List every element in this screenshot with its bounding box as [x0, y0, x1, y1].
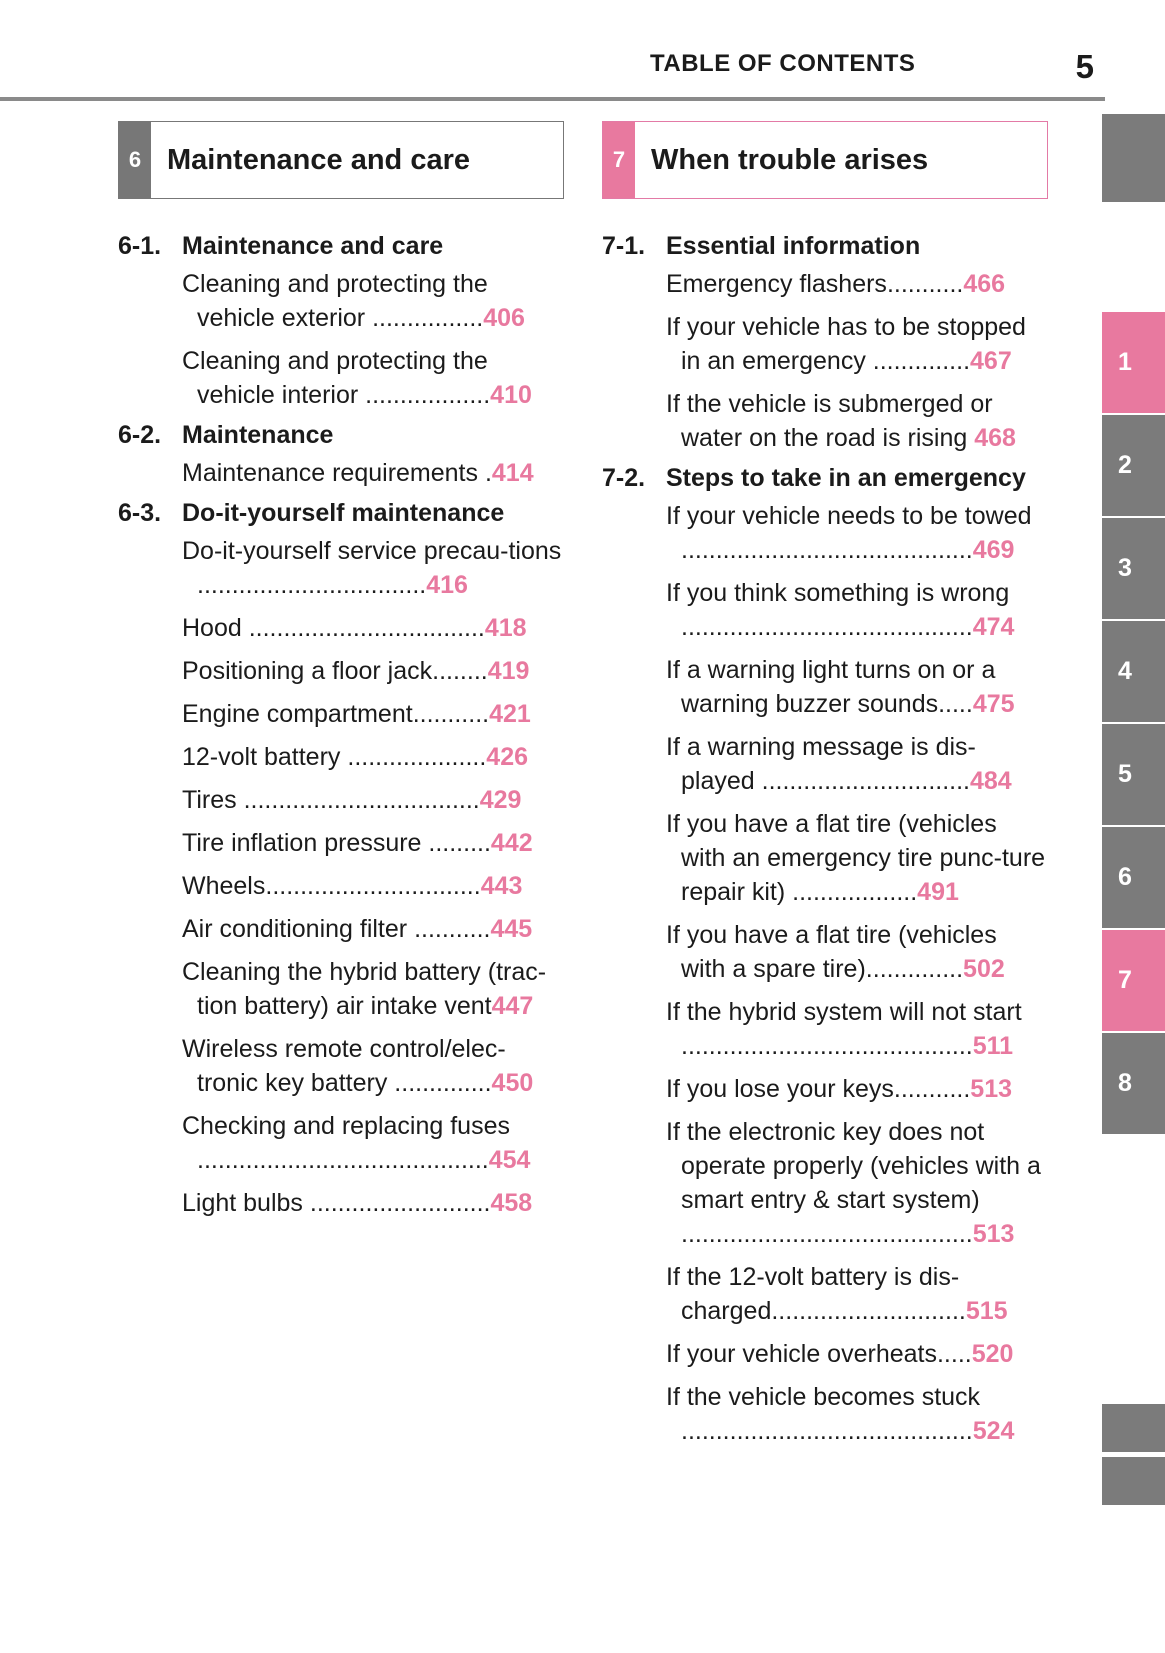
subsection-number: 7-1. [602, 232, 646, 260]
subsection-title: Steps to take in an emergency [666, 464, 1026, 492]
toc-entry[interactable] [666, 310, 1048, 378]
toc-entry[interactable] [666, 1072, 1048, 1106]
toc-entry[interactable] [182, 783, 564, 817]
toc-entry[interactable] [182, 611, 564, 645]
header-title: TABLE OF CONTENTS [650, 50, 916, 77]
entry-title: Engine compartment [182, 700, 413, 728]
section-7-title: When trouble arises [651, 143, 929, 176]
toc-entry[interactable] [182, 955, 564, 1023]
toc-entry[interactable] [666, 995, 1048, 1063]
page-link[interactable]: 406 [483, 304, 525, 332]
dot-leader: ..... [938, 690, 973, 718]
dot-leader: ................................. [197, 571, 427, 599]
page-link[interactable]: 445 [490, 915, 533, 943]
subsection-title: Essential information [666, 232, 921, 260]
dot-leader: .................................. [241, 614, 485, 642]
section-7-number: 7 [603, 122, 635, 198]
page-link[interactable]: 442 [490, 829, 533, 857]
dot-leader: .............. [865, 955, 964, 983]
dot-leader: .............. [865, 347, 971, 375]
side-tab-2[interactable]: 2 [1102, 415, 1165, 516]
toc-entry[interactable] [182, 1032, 564, 1100]
dot-leader: .............................. [754, 767, 970, 795]
dot-leader: ............................ [771, 1297, 966, 1325]
entry-title: Do-it-yourself service precau-tions [182, 537, 562, 565]
subsection-heading[interactable] [602, 232, 1048, 261]
entry-title: If the hybrid system will not start [666, 998, 1022, 1026]
subsection-number: 6-2. [118, 421, 162, 449]
page-link[interactable]: 502 [963, 955, 1005, 983]
toc-entry[interactable] [666, 387, 1048, 455]
toc-entry[interactable] [182, 826, 564, 860]
toc-entry[interactable] [182, 456, 564, 490]
entry-title: If a warning message is dis-played [666, 733, 976, 795]
header-divider [0, 97, 1105, 101]
subsection-heading[interactable] [118, 232, 564, 261]
toc-entry[interactable] [182, 697, 564, 731]
toc-entry[interactable] [182, 654, 564, 688]
entry-title: If you lose your keys [666, 1075, 894, 1103]
toc-entry[interactable] [182, 534, 564, 602]
entry-title: If you have a flat tire (vehicles with a spare tire) [666, 921, 997, 983]
dot-leader: . [478, 459, 492, 487]
subsection-number: 6-3. [118, 499, 162, 527]
toc-entry[interactable] [666, 653, 1048, 721]
dot-leader: .......................................... [681, 613, 973, 641]
page-link[interactable]: 467 [970, 347, 1012, 375]
side-tab-3[interactable]: 3 [1102, 518, 1165, 619]
dot-leader: .............. [387, 1069, 492, 1097]
toc-entry[interactable] [666, 918, 1048, 986]
dot-leader: ..... [936, 1340, 972, 1368]
page-link[interactable]: 426 [486, 743, 529, 771]
entry-title: Cleaning and protecting the vehicle interior [182, 347, 488, 409]
dot-leader: .......................................... [681, 1220, 973, 1248]
section-7-heading[interactable] [602, 121, 1048, 199]
page-link[interactable]: 524 [972, 1417, 1015, 1445]
page-link[interactable]: 491 [917, 878, 959, 906]
toc-entry[interactable] [182, 912, 564, 946]
subsection-title: Maintenance [182, 421, 334, 449]
toc-entry[interactable] [182, 1109, 564, 1177]
entry-title: Wheels [182, 872, 266, 900]
dot-leader: ................ [365, 304, 484, 332]
entry-title: If you have a flat tire (vehicles with an emergency tire punc-ture repair kit) [666, 810, 1046, 906]
toc-entry[interactable] [182, 267, 564, 335]
toc-entry[interactable] [182, 869, 564, 903]
entry-title: If the electronic key does not operate properly (vehicles with a smart entry & start system) [666, 1118, 1041, 1214]
dot-leader: ........... [886, 270, 964, 298]
dot-leader: .................. [785, 878, 918, 906]
toc-entry[interactable] [666, 267, 1048, 301]
page-link[interactable]: 410 [490, 381, 532, 409]
page-link[interactable]: 469 [972, 536, 1015, 564]
side-tab-blank-lower-1 [1102, 1404, 1165, 1452]
dot-leader: .......................................... [197, 1146, 489, 1174]
page-link[interactable]: 429 [479, 786, 522, 814]
subsection-number: 7-2. [602, 464, 646, 492]
entry-title: Maintenance requirements [182, 459, 478, 487]
side-tab-blank-lower-2 [1102, 1457, 1165, 1505]
entry-title: If the vehicle becomes stuck [666, 1383, 981, 1411]
entry-title: Air conditioning filter [182, 915, 408, 943]
side-tab-1[interactable]: 1 [1102, 312, 1165, 413]
page-number: 5 [1075, 48, 1094, 85]
entry-title: If the vehicle is submerged or water on the road is rising [666, 390, 993, 452]
entry-title: Hood [182, 614, 242, 642]
toc-entry[interactable] [666, 1260, 1048, 1328]
toc-entry[interactable] [182, 740, 564, 774]
side-tab-6[interactable]: 6 [1102, 827, 1165, 928]
dot-leader: ........... [412, 700, 490, 728]
dot-leader: .......................................... [681, 1032, 973, 1060]
page-link[interactable]: 443 [480, 872, 523, 900]
page-link[interactable]: 515 [965, 1297, 1008, 1325]
section-6-contents [118, 228, 564, 1229]
page-link[interactable]: 475 [972, 690, 1015, 718]
dot-leader: ........... [407, 915, 491, 943]
page-link[interactable]: 484 [970, 767, 1012, 795]
page-link[interactable]: 421 [489, 700, 531, 728]
page-link[interactable]: 513 [970, 1075, 1013, 1103]
entry-title: Checking and replacing fuses [182, 1112, 510, 1140]
page-link[interactable]: 513 [972, 1220, 1015, 1248]
entry-title: Cleaning the hybrid battery (trac-tion battery) air intake vent [182, 958, 547, 1020]
section-6-title: Maintenance and care [167, 143, 470, 176]
entry-title: Tires [182, 786, 237, 814]
dot-leader: .......................... [302, 1189, 491, 1217]
dot-leader: .................................. [236, 786, 480, 814]
page-link[interactable]: 447 [491, 992, 534, 1020]
side-tab-5[interactable]: 5 [1102, 724, 1165, 825]
page-link[interactable]: 414 [491, 459, 534, 487]
page-link[interactable]: 454 [488, 1146, 531, 1174]
subsection-title: Do-it-yourself maintenance [182, 499, 505, 527]
toc-entry[interactable] [666, 499, 1048, 567]
toc-entry[interactable] [666, 1337, 1048, 1371]
subsection-heading[interactable] [602, 464, 1048, 493]
page-link[interactable]: 520 [971, 1340, 1014, 1368]
entry-title: If your vehicle needs to be towed [666, 502, 1032, 530]
section-6-heading[interactable] [118, 121, 564, 199]
dot-leader: ............................... [265, 872, 481, 900]
side-tab-8[interactable]: 8 [1102, 1033, 1165, 1134]
toc-entry[interactable] [182, 1186, 564, 1220]
page-link[interactable]: 466 [963, 270, 1006, 298]
entry-title: Positioning a floor jack [182, 657, 433, 685]
entry-title: If the 12-volt battery is dis-charged [666, 1263, 960, 1325]
toc-entry[interactable] [666, 1380, 1048, 1448]
entry-title: Light bulbs [182, 1189, 303, 1217]
page-link[interactable]: 419 [487, 657, 530, 685]
subsection-number: 6-1. [118, 232, 162, 260]
entry-title: 12-volt battery [182, 743, 341, 771]
subsection-title: Maintenance and care [182, 232, 444, 260]
page-link[interactable]: 511 [972, 1032, 1014, 1060]
dot-leader: .......................................... [681, 1417, 973, 1445]
toc-entry[interactable] [666, 807, 1048, 909]
page-link[interactable]: 474 [972, 613, 1015, 641]
entry-title: If a warning light turns on or a warning buzzer sounds [666, 656, 996, 718]
section-6-number: 6 [119, 122, 151, 198]
side-tab-7[interactable]: 7 [1102, 930, 1165, 1031]
side-tab-blank-top [1102, 114, 1165, 202]
toc-entry[interactable] [666, 730, 1048, 798]
entry-title: If you think something is wrong [666, 579, 1010, 607]
entry-title: If your vehicle has to be stopped in an emergency [666, 313, 1026, 375]
page-link[interactable]: 418 [484, 614, 527, 642]
dot-leader: ........... [893, 1075, 971, 1103]
dot-leader: ........ [432, 657, 488, 685]
subsection-heading[interactable] [118, 499, 564, 528]
side-tab-4[interactable]: 4 [1102, 621, 1165, 722]
entry-title: Tire inflation pressure [182, 829, 422, 857]
toc-entry[interactable] [666, 576, 1048, 644]
entry-title: If your vehicle overheats [666, 1340, 937, 1368]
entry-title: Emergency flashers [666, 270, 887, 298]
page-link[interactable]: 468 [974, 424, 1016, 452]
page-link[interactable]: 458 [490, 1189, 533, 1217]
dot-leader: .......................................... [681, 536, 973, 564]
entry-title: Cleaning and protecting the vehicle exterior [182, 270, 488, 332]
toc-entry[interactable] [182, 344, 564, 412]
page-link[interactable]: 416 [426, 571, 468, 599]
dot-leader: .................. [358, 381, 491, 409]
subsection-heading[interactable] [118, 421, 564, 450]
dot-leader: .................... [340, 743, 487, 771]
section-7-contents [602, 228, 1048, 1457]
dot-leader: ......... [421, 829, 491, 857]
toc-entry[interactable] [666, 1115, 1048, 1251]
entry-title: Wireless remote control/elec-tronic key battery [182, 1035, 506, 1097]
page-link[interactable]: 450 [491, 1069, 534, 1097]
